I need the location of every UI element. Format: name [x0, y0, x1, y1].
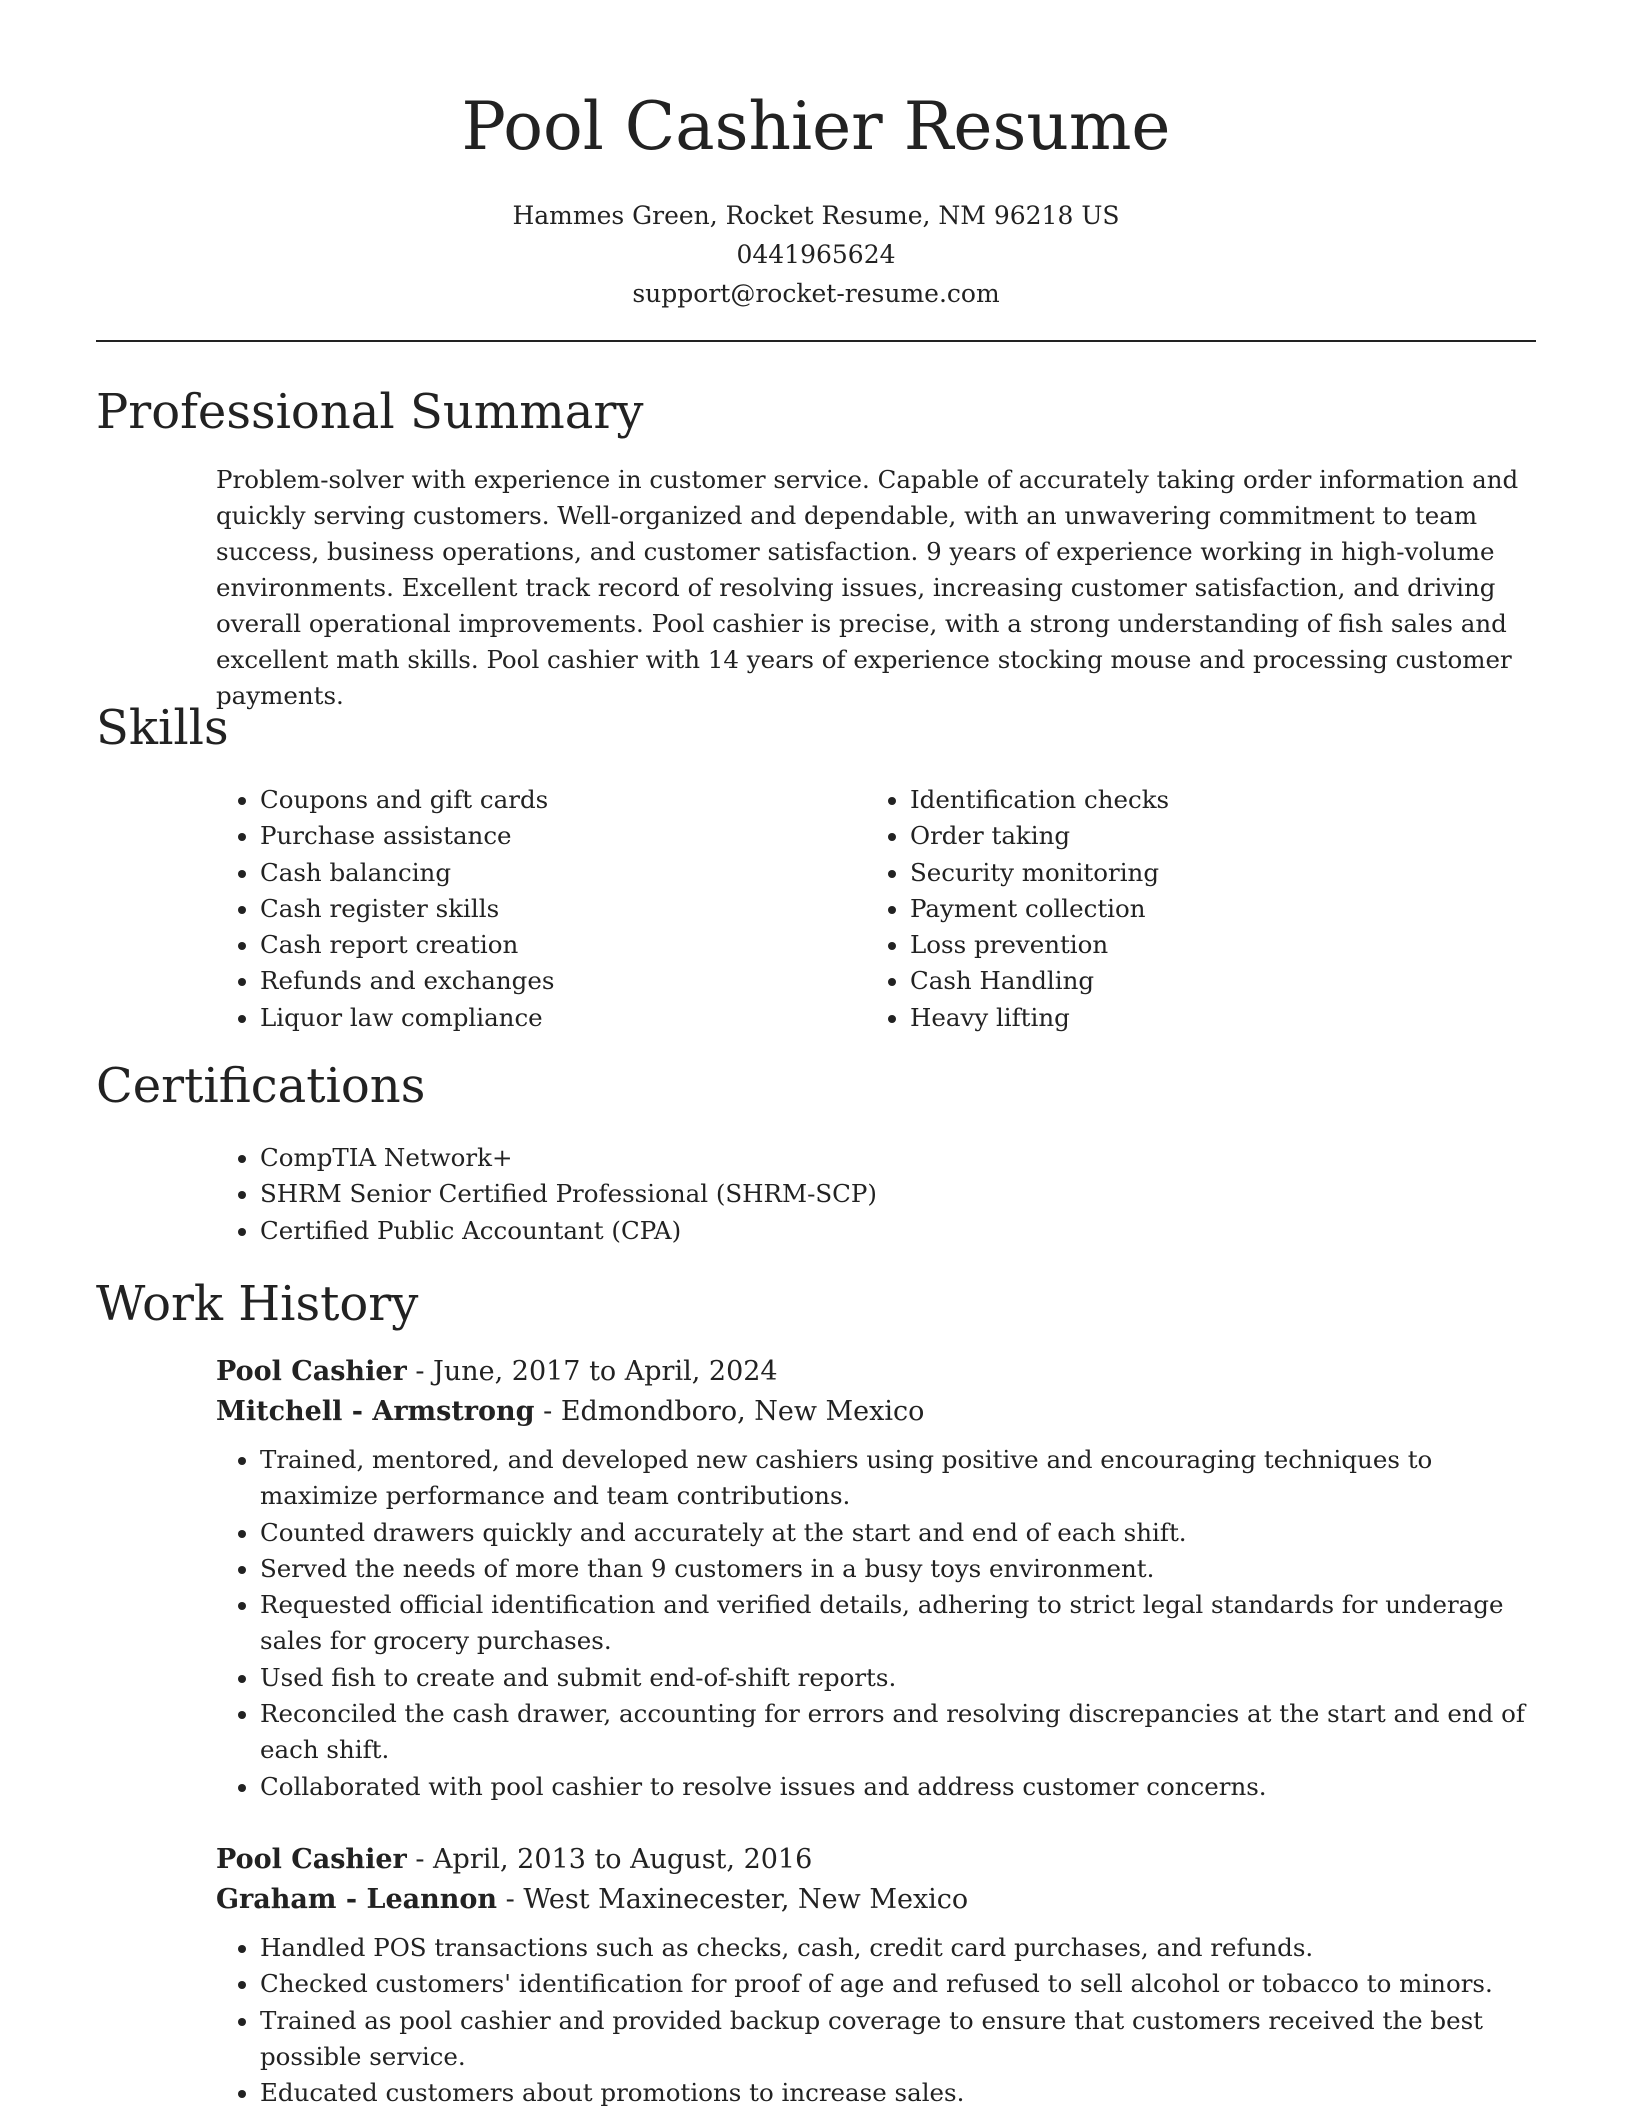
skill-item: • Cash report creation: [260, 927, 856, 963]
skills-heading: Skills: [96, 700, 229, 756]
certifications-list: [216, 1140, 1516, 1249]
job-dates: June, 2017 to April, 2024: [433, 1356, 778, 1387]
job-bullet: • Trained as pool cashier and provided backup coverage to ensure that customers received the best possible service.: [260, 2003, 1546, 2076]
certifications-heading: Certifications: [96, 1058, 426, 1114]
contact-phone: 0441965624: [736, 240, 896, 269]
certification-item: • Certified Public Accountant (CPA): [260, 1213, 1516, 1249]
skills-column-left: [216, 782, 856, 1036]
job-company: Graham - Leannon: [216, 1884, 498, 1915]
resume-header: [0, 0, 1632, 313]
certification-item: • CompTIA Network+: [260, 1140, 1516, 1176]
job-dates: April, 2013 to August, 2016: [433, 1844, 813, 1875]
job-role: Pool Cashier: [216, 1844, 407, 1875]
skill-item: • Coupons and gift cards: [260, 782, 856, 818]
job-bullet: • Requested official identification and verified details, adhering to strict legal standards for underage sales for grocery purchases.: [260, 1587, 1546, 1660]
skills-column-right: [866, 782, 1506, 1036]
job-role: Pool Cashier: [216, 1356, 407, 1387]
job-bullet: • Reconciled the cash drawer, accounting for errors and resolving discrepancies at the start and end of each shift.: [260, 1696, 1546, 1769]
skill-item: • Cash register skills: [260, 891, 856, 927]
job-title-line: Pool Cashier - June, 2017 to April, 2024: [216, 1356, 778, 1387]
skill-item: • Heavy lifting: [910, 1000, 1506, 1036]
job-company-line: Mitchell - Armstrong - Edmondboro, New Mexico: [216, 1396, 925, 1427]
job-bullet: • Trained, mentored, and developed new cashiers using positive and encouraging techniques to maximize performance and team contributions.: [260, 1442, 1546, 1515]
skill-item: • Liquor law compliance: [260, 1000, 856, 1036]
job-entry: [216, 1840, 1546, 2111]
skill-item: • Purchase assistance: [260, 818, 856, 854]
job-company: Mitchell - Armstrong: [216, 1396, 535, 1427]
job-bullet: • Used fish to create and submit end-of-shift reports.: [260, 1660, 1546, 1696]
skill-item: • Payment collection: [910, 891, 1506, 927]
job-entry: [216, 1352, 1546, 1805]
contact-address: Hammes Green, Rocket Resume, NM 96218 US: [512, 201, 1120, 230]
job-location: Edmondboro, New Mexico: [560, 1396, 925, 1427]
job-bullet: • Counted drawers quickly and accurately at the start and end of each shift.: [260, 1515, 1546, 1551]
job-location: West Maxinecester, New Mexico: [523, 1884, 969, 1915]
skill-item: • Cash balancing: [260, 855, 856, 891]
job-bullet: • Served the needs of more than 9 customers in a busy toys environment.: [260, 1551, 1546, 1587]
job-title-line: Pool Cashier - April, 2013 to August, 2016: [216, 1844, 813, 1875]
skill-item: • Security monitoring: [910, 855, 1506, 891]
job-bullet: • Checked customers' identification for proof of age and refused to sell alcohol or tobacco to minors.: [260, 1966, 1546, 2002]
skill-item: • Refunds and exchanges: [260, 963, 856, 999]
skill-item: • Loss prevention: [910, 927, 1506, 963]
job-bullet: • Educated customers about promotions to increase sales.: [260, 2075, 1546, 2111]
summary-text: Problem-solver with experience in customer service. Capable of accurately taking order information and quickly serving customers. Well-organized and dependable, with an unwavering commitment to team success, business operations, and customer satisfaction. 9 years of experience working in high-volume environments. Excellent track record of resolving issues, increasing customer satisfaction, and driving overall operational improvements. Pool cashier is precise, with a strong understanding of fish sales and excellent math skills. Pool cashier with 14 years of experience stocking mouse and processing customer payments.: [216, 465, 1519, 710]
skill-item: • Cash Handling: [910, 963, 1506, 999]
certification-item: • SHRM Senior Certified Professional (SHRM-SCP): [260, 1176, 1516, 1212]
resume-title: Pool Cashier Resume: [461, 88, 1171, 165]
skill-item: • Order taking: [910, 818, 1506, 854]
job-company-line: Graham - Leannon - West Maxinecester, New Mexico: [216, 1884, 969, 1915]
header-divider: [96, 340, 1536, 342]
contact-email: support@rocket-resume.com: [632, 279, 1000, 308]
job-bullet: • Collaborated with pool cashier to resolve issues and address customer concerns.: [260, 1769, 1546, 1805]
contact-block: [0, 196, 1632, 313]
skill-item: • Identification checks: [910, 782, 1506, 818]
job-bullet: • Handled POS transactions such as checks, cash, credit card purchases, and refunds.: [260, 1930, 1546, 1966]
summary-heading: Professional Summary: [96, 384, 644, 440]
work-history-heading: Work History: [96, 1276, 419, 1332]
